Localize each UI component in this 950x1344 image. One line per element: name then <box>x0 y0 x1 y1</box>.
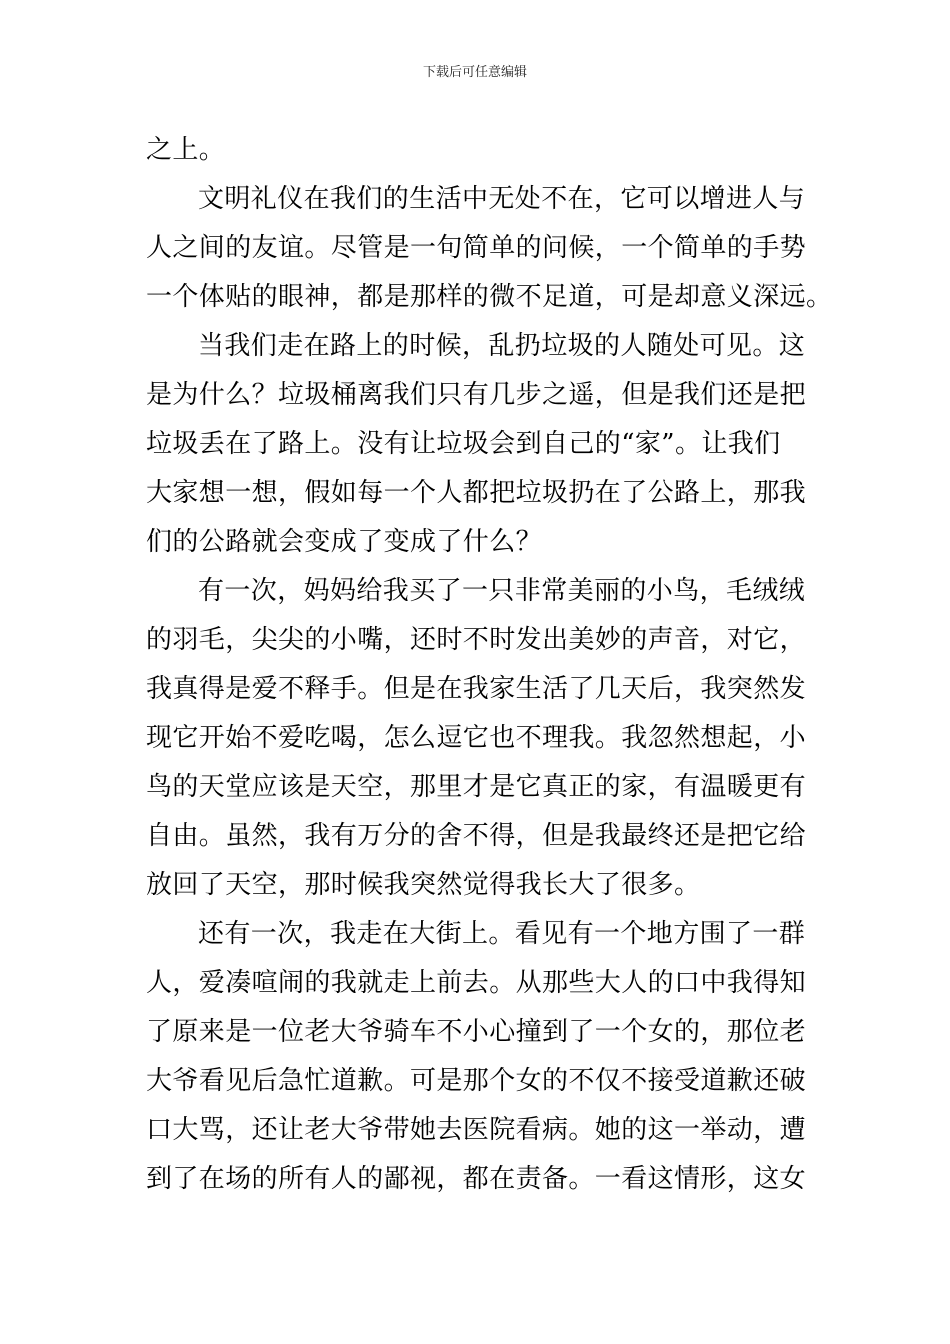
text-line: 口大骂，还让老大爷带她去医院看病。她的这一举动，遭 <box>146 1115 807 1145</box>
text-line: 大家想一想，假如每一个人都把垃圾扔在了公路上，那我 <box>146 478 807 508</box>
text-line: 放回了天空，那时候我突然觉得我长大了很多。 <box>146 870 701 900</box>
page-header: 下载后可任意编辑 <box>422 65 527 80</box>
text-line: 文明礼仪在我们的生活中无处不在，它可以增进人与 <box>198 184 806 214</box>
text-line: 我真得是爱不释手。但是在我家生活了几天后，我突然发 <box>146 674 807 704</box>
text-line: 是为什么？垃圾桶离我们只有几步之遥，但是我们还是把 <box>146 380 807 410</box>
text-line: 垃圾丢在了路上。没有让垃圾会到自己的“家”。让我们 <box>146 429 781 459</box>
text-line: 的羽毛，尖尖的小嘴，还时不时发出美妙的声音，对它， <box>146 625 807 655</box>
paragraph <box>146 322 816 567</box>
text-line: 现它开始不爱吃喝，怎么逗它也不理我。我忽然想起，小 <box>146 723 807 753</box>
text-line: 了原来是一位老大爷骑车不小心撞到了一个女的，那位老 <box>146 1017 807 1047</box>
paragraph <box>146 126 816 175</box>
text-line: 人，爱凑喧闹的我就走上前去。从那些大人的口中我得知 <box>146 968 807 998</box>
text-line: 一个体贴的眼神，都是那样的微不足道，可是却意义深远。 <box>146 282 833 312</box>
paragraph <box>146 910 816 1204</box>
text-line: 有一次，妈妈给我买了一只非常美丽的小鸟，毛绒绒 <box>198 576 806 606</box>
text-line: 人之间的友谊。尽管是一句简单的问候，一个简单的手势 <box>146 233 807 263</box>
text-line: 们的公路就会变成了变成了什么？ <box>146 527 543 557</box>
text-line: 到了在场的所有人的鄙视，都在责备。一看这情形，这女 <box>146 1164 807 1194</box>
text-line: 还有一次，我走在大街上。看见有一个地方围了一群 <box>198 919 806 949</box>
text-line: 鸟的天堂应该是天空，那里才是它真正的家，有温暖更有 <box>146 772 807 802</box>
document-body <box>146 126 833 1204</box>
paragraph <box>146 567 816 910</box>
text-line: 当我们走在路上的时候，乱扔垃圾的人随处可见。这 <box>198 331 806 361</box>
text-line: 自由。虽然，我有万分的舍不得，但是我最终还是把它给 <box>146 821 807 851</box>
text-line: 之上。 <box>146 135 226 165</box>
paragraph <box>146 175 833 322</box>
text-line: 大爷看见后急忙道歉。可是那个女的不仅不接受道歉还破 <box>146 1066 807 1096</box>
